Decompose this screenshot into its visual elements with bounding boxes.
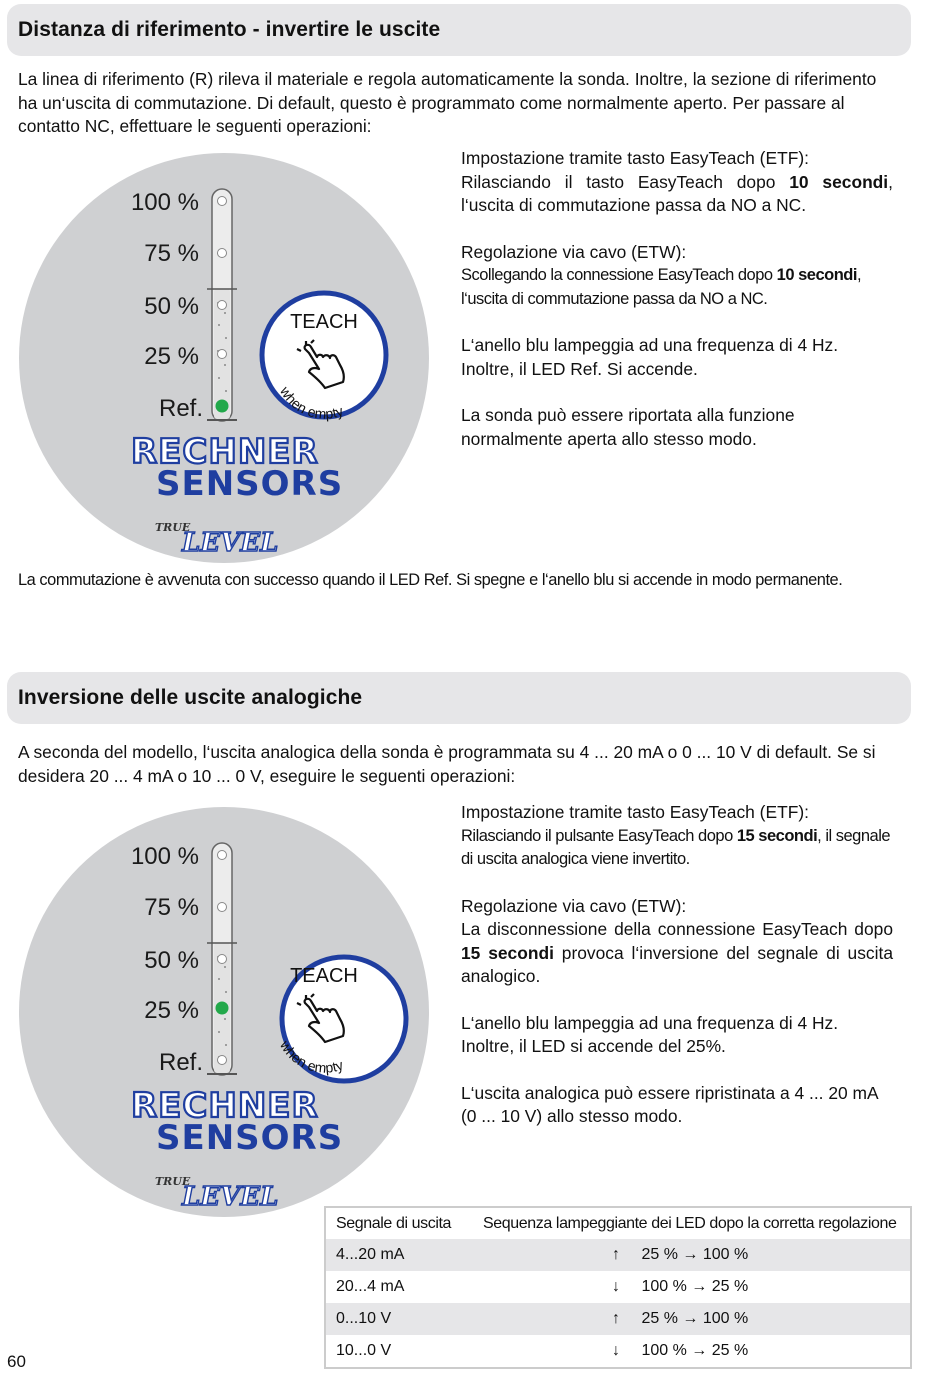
led-75 [218,249,227,258]
etw-heading: Regolazione via cavo (ETW): [461,895,687,916]
blink-line-2: Inoltre, il LED si accende del 25%. [461,1036,726,1056]
level-label-25: 25 % [144,997,199,1024]
row-sequence: 25 % → 100 % [641,1246,749,1263]
blink-block [461,1012,893,1059]
table-row [325,1239,911,1271]
etf-text: Rilasciando il tasto EasyTeach dopo 10 secondi, l‘uscita di commutazione passa da NO a NC. [461,171,893,215]
led-ref [218,1056,227,1065]
etw-text: La disconnessione della connessione EasyTeach dopo 15 secondi provoca l‘inversione del segnale di uscita analogico. [461,919,893,986]
reset-text: La sonda può essere riportata alla funzione normalmente aperta allo stesso modo. [461,405,795,449]
table-row [325,1271,911,1303]
etf-text: Rilasciando il pulsante EasyTeach dopo 15 secondi, il segnale di uscita analogica viene invertito. [461,826,891,868]
arrow-down-icon: ↓ [612,1278,620,1295]
row-sequence: 100 % → 25 % [641,1278,749,1295]
led-50 [218,301,227,310]
level-label-ref: Ref. [158,1049,203,1076]
etf-block [461,801,893,872]
svg-text:RECHNER: RECHNER [131,432,319,472]
led-100 [218,851,227,860]
level-label-75: 75 % [144,894,199,921]
table-row [325,1335,911,1368]
success-note: La commutazione è avvenuta con successo quando il LED Ref. Si spegne e l‘anello blu si accende in modo permanente. [18,571,843,589]
section-header-analog [7,672,911,724]
teach-button[interactable] [277,957,406,1081]
sensor-disc-illustration [19,153,429,563]
svg-text:LEVEL: LEVEL [182,528,279,558]
reset-text: L‘uscita analogica può essere ripristinata a 4 ... 20 mA (0 ... 10 V) allo stesso modo. [461,1082,878,1126]
rechner-sensors-logo [131,1086,343,1158]
level-label-100: 100 % [130,843,199,870]
svg-text:TRUE: TRUE [155,1175,191,1188]
svg-text:LEVEL: LEVEL [182,1182,279,1212]
intro-paragraph: A seconda del modello, l‘uscita analogica della sonda è programmata su 4 ... 20 mA o 0 ... 10 V di default. Se si desidera 20 ... 4 mA o 10 ... 0 V, eseguire le seguenti operazioni: [18,742,876,786]
table-header-row [325,1207,911,1239]
etf-heading: Impostazione tramite tasto EasyTeach (ETF): [461,802,809,822]
svg-text:SENSORS: SENSORS [156,464,344,504]
teach-button[interactable] [262,293,386,422]
section-title: Inversione delle uscite analogiche [18,686,363,709]
rechner-sensors-logo [131,432,343,504]
arrow-up-icon: ↑ [612,1246,620,1263]
level-label-75: 75 % [144,240,199,267]
svg-text:RECHNER: RECHNER [131,1086,319,1126]
reset-block [461,1082,893,1129]
blink-block [461,334,893,381]
when-empty-label: when empty [277,383,346,422]
led-75 [218,903,227,912]
row-signal: 0...10 V [325,1303,473,1335]
instructions-column [461,147,893,474]
etf-heading: Impostazione tramite tasto EasyTeach (ETF): [461,148,809,168]
when-empty-label: when empty [277,1037,346,1076]
arrow-up-icon: ↑ [612,1310,620,1327]
etw-text: Scollegando la connessione EasyTeach dopo 10 secondi, l‘uscita di commutazione passa da NO a NC. [461,266,862,308]
teach-label: TEACH [290,965,358,987]
led-50 [218,955,227,964]
level-label-ref: Ref. [158,395,203,422]
section-title: Distanza di riferimento - invertire le uscite [18,18,441,41]
led-25 [218,350,227,359]
etw-heading: Regolazione via cavo (ETW): [461,241,687,262]
blink-line-1: L‘anello blu lampeggia ad una frequenza di 4 Hz. [461,1012,839,1033]
table-row [325,1303,911,1335]
blink-line-1: L‘anello blu lampeggia ad una frequenza di 4 Hz. [461,335,839,355]
etw-block [461,241,893,312]
arrow-down-icon: ↓ [612,1342,620,1359]
sensor-disc-illustration [19,807,429,1217]
svg-text:SENSORS: SENSORS [156,1118,344,1158]
header-signal: Segnale di uscita [336,1214,452,1232]
intro-paragraph: La linea di riferimento (R) rileva il materiale e regola automaticamente la sonda. Inoltre, la sezione di riferimento ha un‘uscita di commutazione. Di default, questo è programmato come normalmente aperto. Per passare al contatto NC, effettuare le seguenti operazioni: [18,69,877,136]
etf-block [461,147,893,218]
row-signal: 20...4 mA [336,1278,405,1295]
blink-line-2: Inoltre, il LED Ref. Si accende. [461,358,698,379]
row-sequence: 100 % → 25 % [641,1342,749,1359]
teach-label: TEACH [290,311,358,333]
row-signal: 4...20 mA [325,1239,473,1271]
level-label-100: 100 % [130,189,199,216]
led-100 [218,197,227,206]
led-sequence-table [324,1206,912,1369]
level-label-25: 25 % [144,343,199,370]
led-ref [216,400,229,413]
page-number: 60 [7,1352,26,1371]
led-25 [216,1002,229,1015]
instructions-column [461,801,893,1152]
row-signal: 10...0 V [336,1342,392,1359]
etw-block [461,895,893,989]
reset-block [461,404,893,451]
svg-text:TRUE: TRUE [155,521,191,534]
level-label-50: 50 % [144,947,199,974]
row-sequence: 25 % → 100 % [641,1310,749,1327]
section-header-reference [7,4,911,56]
level-label-50: 50 % [144,293,199,320]
header-sequence: Sequenza lampeggiante dei LED dopo la corretta regolazione [483,1214,897,1232]
